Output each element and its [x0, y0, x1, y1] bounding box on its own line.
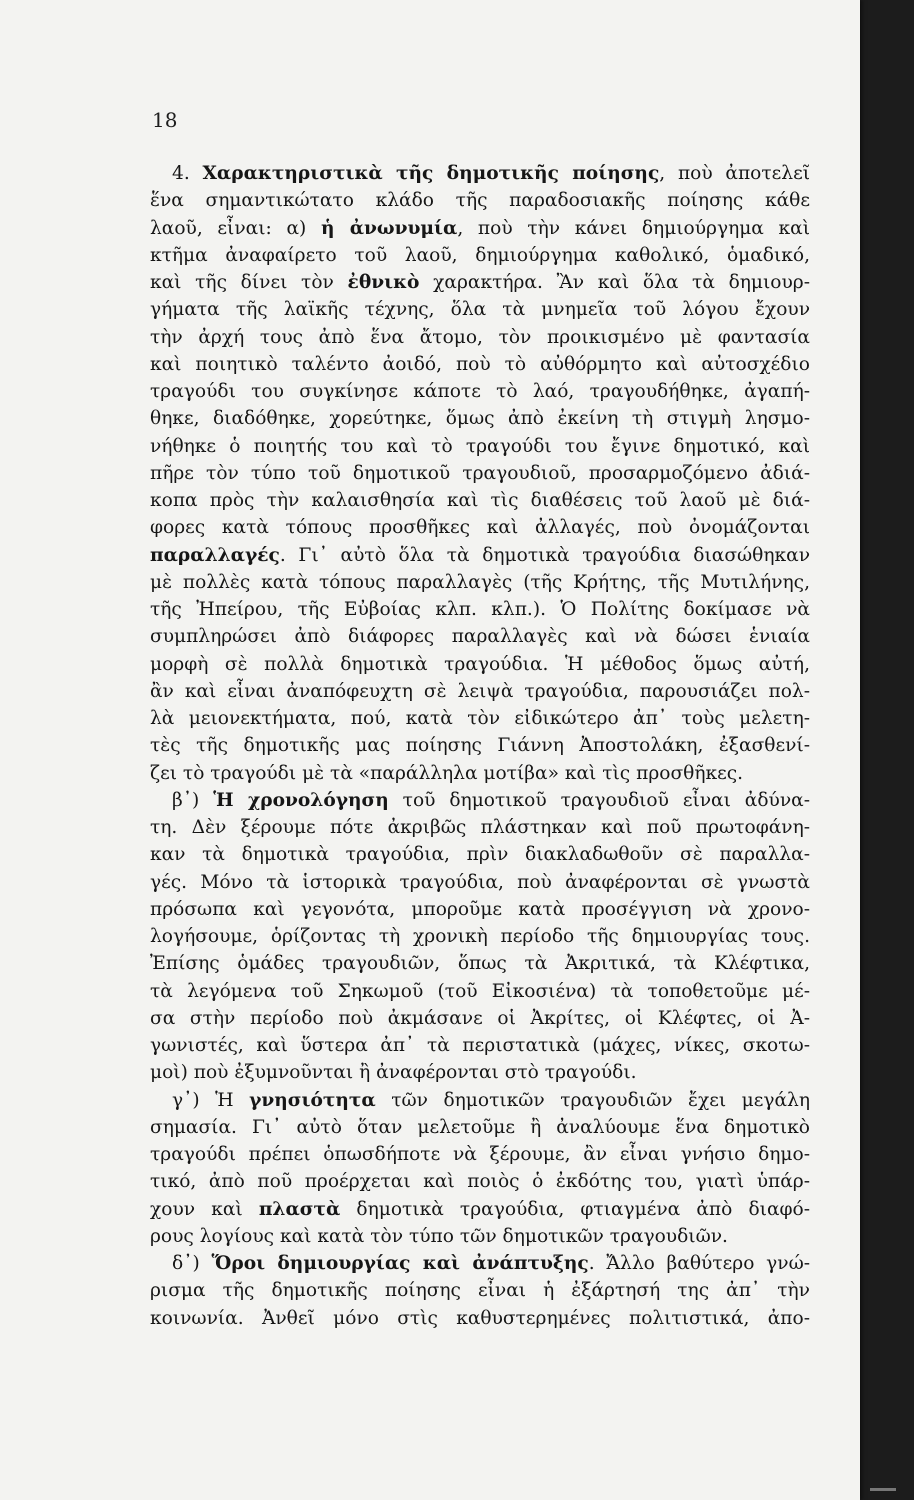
text-line — [150, 651, 810, 678]
text-run: καὶ ποιητικὸ ταλέντο ἀοιδό, ποὺ τὸ αὐθόρμητο καὶ αὐτοσχέδιο — [150, 353, 810, 375]
text-run: τὴν ἀρχή τους ἀπὸ ἕνα ἄτομο, τὸν προικισμένο μὲ φαντασία — [150, 326, 810, 348]
text-run: δημοτικὰ τραγούδια, φτιαγμένα ἀπὸ διαφό- — [340, 1198, 810, 1220]
text-line — [150, 1059, 810, 1086]
text-line — [150, 487, 810, 514]
text-run: , ποὺ τὴν κάνει δημιούργημα καὶ — [457, 217, 810, 239]
text-run: τὰ λεγόμενα τοῦ Σηκωμοῦ (τοῦ Εἰκοσιένα) τὰ τοποθετοῦμε μέ- — [150, 980, 810, 1002]
text-run: χουν καὶ — [150, 1198, 259, 1220]
text-line — [150, 378, 810, 405]
bold-term: Ὅροι δημιουργίας καὶ ἀνάπτυξης — [211, 1253, 589, 1274]
text-line — [150, 269, 810, 296]
text-run: ρισμα τῆς δημοτικῆς ποίησης εἶναι ἡ ἐξάρτησή της ἀπ᾿ τὴν — [150, 1280, 810, 1302]
text-run: , ποὺ ἀποτελεῖ — [659, 163, 810, 184]
text-line — [150, 787, 810, 814]
text-run: νήθηκε ὁ ποιητής του καὶ τὸ τραγούδι του ἔγινε δημοτικό, καὶ — [150, 435, 810, 457]
text-run: πρόσωπα καὶ γεγονότα, μποροῦμε κατὰ προσέγγιση νὰ χρονο- — [150, 898, 810, 920]
text-line — [150, 978, 810, 1005]
text-run: γ᾿) Ἡ — [172, 1089, 250, 1111]
text-run: β᾿) — [172, 789, 214, 811]
text-line — [150, 732, 810, 759]
text-run: συμπληρώσει ἀπὸ διάφορες παραλλαγὲς καὶ νὰ δώσει ἑνιαία — [150, 626, 810, 648]
scan-edge-mark — [870, 1488, 896, 1491]
text-run: λογήσουμε, ὁρίζοντας τὴ χρονικὴ περίοδο τῆς δημιουργίας τους. — [150, 926, 810, 947]
text-run: κοπα πρὸς τὴν καλαισθησία καὶ τὶς διαθέσεις τοῦ λαοῦ μὲ διά- — [150, 490, 810, 511]
text-run: καὶ τῆς δίνει τὸν — [150, 272, 348, 293]
text-line — [150, 242, 810, 269]
bold-term: πλαστὰ — [258, 1198, 341, 1220]
body-text — [150, 160, 810, 1332]
text-line — [150, 1005, 810, 1032]
text-run: φορες κατὰ τόπους προσθῆκες καὶ ἀλλαγές, ποὺ ὀνομάζονται — [150, 517, 810, 539]
text-run: κτῆμα ἀναφαίρετο τοῦ λαοῦ, δημιούργημα καθολικό, ὁμαδικό, — [150, 244, 810, 266]
text-run: τῆς Ἠπείρου, τῆς Εὐβοίας κλπ. κλπ.). Ὁ Πολίτης δοκίμασε νὰ — [150, 599, 810, 620]
bold-term: ἡ ἀνωνυμία — [320, 217, 458, 239]
text-run: τη. Δὲν ξέρουμε πότε ἀκριβῶς πλάστηκαν καὶ ποῦ πρωτοφάνη- — [150, 817, 810, 838]
text-line — [150, 678, 810, 705]
text-line — [150, 1168, 810, 1195]
text-run: λαοῦ, εἶναι: α) — [150, 217, 321, 239]
text-line — [150, 433, 810, 460]
text-run: καν τὰ δημοτικὰ τραγούδια, πρὶν διακλαδωθοῦν σὲ παραλλα- — [150, 844, 810, 866]
text-line — [150, 296, 810, 323]
text-run: ρους λογίους καὶ κατὰ τὸν τύπο τῶν δημοτικῶν τραγουδιῶν. — [150, 1225, 728, 1247]
text-line — [150, 923, 810, 950]
text-run: λὰ μειονεκτήματα, πού, κατὰ τὸν εἰδικώτερο ἀπ᾿ τοὺς μελετη- — [150, 708, 810, 729]
text-run: δ᾿) — [172, 1253, 212, 1274]
bold-term: Χαρακτηριστικὰ τῆς δημοτικῆς ποίησης — [202, 163, 660, 184]
text-run: ἕνα σημαντικώτατο κλάδο τῆς παραδοσιακῆς ποίησης κάθε — [150, 190, 810, 212]
text-line — [150, 760, 810, 787]
text-line — [150, 1087, 810, 1114]
text-run: Ἐπίσης ὁμάδες τραγουδιῶν, ὅπως τὰ Ἀκριτικά, τὰ Κλέφτικα, — [150, 953, 810, 975]
text-run: μοὶ) ποὺ ἐξυμνοῦνται ἢ ἀναφέρονται στὸ τραγούδι. — [150, 1062, 637, 1084]
text-run: θηκε, διαδόθηκε, χορεύτηκε, ὅμως ἀπὸ ἐκείνη τὴ στιγμὴ λησμο- — [150, 408, 810, 430]
text-line — [150, 460, 810, 487]
bold-term: παραλλαγές — [150, 544, 280, 566]
text-line — [150, 542, 810, 569]
text-run: τὲς τῆς δημοτικῆς μας ποίησης Γιάννη Ἀποστολάκη, ἐξασθενί- — [150, 735, 810, 757]
text-run: κοινωνία. Ἀνθεῖ μόνο στὶς καθυστερημένες πολιτιστικά, ἀπο- — [150, 1307, 810, 1329]
text-run: χαρακτήρα. Ἂν καὶ ὅλα τὰ δημιουρ- — [419, 272, 810, 293]
text-line — [150, 623, 810, 650]
text-run: ἂν καὶ εἶναι ἀναπόφευχτη σὲ λειψὰ τραγούδια, παρουσιάζει πολ- — [150, 680, 810, 702]
text-line — [150, 705, 810, 732]
text-run: γήματα τῆς λαϊκῆς τέχνης, ὅλα τὰ μνημεῖα τοῦ λόγου ἔχουν — [150, 299, 810, 321]
text-run: γές. Μόνο τὰ ἱστορικὰ τραγούδια, ποὺ ἀναφέρονται σὲ γνωστὰ — [150, 871, 810, 893]
text-run: γωνιστές, καὶ ὕστερα ἀπ᾿ τὰ περιστατικὰ (μάχες, νίκες, σκοτω- — [150, 1035, 810, 1056]
text-line — [150, 324, 810, 351]
text-run: μορφὴ σὲ πολλὰ δημοτικὰ τραγούδια. Ἡ μέθοδος ὅμως αὐτή, — [150, 653, 810, 675]
bold-term: ἐθνικὸ — [347, 272, 420, 293]
text-line — [150, 1305, 810, 1332]
text-line — [150, 1277, 810, 1304]
text-run: ζει τὸ τραγούδι μὲ τὰ «παράλληλα μοτίβα» καὶ τὶς προσθῆκες. — [150, 762, 744, 784]
text-run: τικό, ἀπὸ ποῦ προέρχεται καὶ ποιὸς ὁ ἐκδότης του, γιατὶ ὑπάρ- — [150, 1171, 810, 1193]
text-run: . Ἄλλο βαθύτερο γνώ- — [588, 1253, 810, 1274]
text-line — [150, 1114, 810, 1141]
text-run: μὲ πολλὲς κατὰ τόπους παραλλαγὲς (τῆς Κρήτης, τῆς Μυτιλήνης, — [150, 571, 810, 593]
text-line — [150, 351, 810, 378]
text-line — [150, 187, 810, 214]
text-run: πῆρε τὸν τύπο τοῦ δημοτικοῦ τραγουδιοῦ, προσαρμοζόμενο ἀδιά- — [150, 462, 810, 484]
text-line — [150, 1250, 810, 1277]
text-run: τῶν δημοτικῶν τραγουδιῶν ἔχει μεγάλη — [375, 1089, 810, 1111]
text-line — [150, 869, 810, 896]
text-line — [150, 514, 810, 541]
text-run: 4. — [172, 163, 203, 184]
text-run: τραγούδι του συγκίνησε κάποτε τὸ λαό, τραγουδήθηκε, ἀγαπή- — [150, 381, 810, 402]
text-run: . Γι᾿ αὐτὸ ὅλα τὰ δημοτικὰ τραγούδια διασώθηκαν — [279, 544, 810, 566]
text-line — [150, 896, 810, 923]
text-line — [150, 1196, 810, 1223]
text-line — [150, 405, 810, 432]
text-line — [150, 814, 810, 841]
page-number: 18 — [152, 108, 178, 132]
text-line — [150, 1223, 810, 1250]
text-line — [150, 215, 810, 242]
text-line — [150, 1032, 810, 1059]
text-run: σα στὴν περίοδο ποὺ ἀκμάσανε οἱ Ἀκρίτες, οἱ Κλέφτες, οἱ Ἀ- — [150, 1007, 810, 1029]
bold-term: Ἡ χρονολόγηση — [213, 789, 389, 811]
text-run: τοῦ δημοτικοῦ τραγουδιοῦ εἶναι ἀδύνα- — [388, 789, 810, 811]
text-line — [150, 1141, 810, 1168]
text-line — [150, 596, 810, 623]
text-line — [150, 569, 810, 596]
bold-term: γνησιότητα — [249, 1089, 376, 1111]
text-line — [150, 950, 810, 977]
text-line — [150, 160, 810, 187]
text-run: τραγούδι πρέπει ὁπωσδήποτε νὰ ξέρουμε, ἂν εἶναι γνήσιο δημο- — [150, 1144, 810, 1165]
text-line — [150, 841, 810, 868]
text-run: σημασία. Γι᾿ αὐτὸ ὅταν μελετοῦμε ἢ ἀναλύουμε ἕνα δημοτικὸ — [150, 1116, 810, 1138]
